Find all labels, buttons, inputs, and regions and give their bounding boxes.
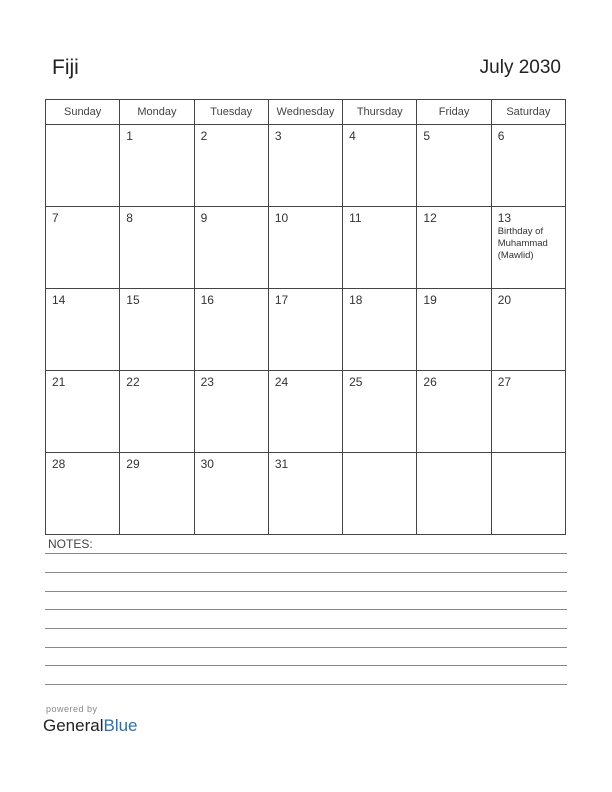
day-cell	[491, 207, 565, 289]
note-line	[45, 628, 567, 629]
day-cell	[268, 289, 342, 371]
day-number: 1	[126, 129, 133, 143]
note-line	[45, 684, 567, 685]
day-cell	[120, 125, 194, 207]
day-number: 22	[126, 375, 140, 389]
day-cell	[268, 207, 342, 289]
day-number: 28	[52, 457, 66, 471]
day-number: 21	[52, 375, 66, 389]
day-cell	[343, 453, 417, 535]
day-cell	[46, 371, 120, 453]
day-cell	[194, 453, 268, 535]
week-row	[46, 125, 566, 207]
day-cell	[120, 453, 194, 535]
day-number: 4	[349, 129, 356, 143]
day-number: 17	[274, 293, 289, 307]
day-number: 11	[349, 211, 362, 225]
day-cell	[194, 371, 268, 453]
day-number: 5	[423, 129, 431, 143]
day-number: 9	[200, 211, 208, 225]
day-number: 26	[423, 375, 437, 389]
weekday-monday: Monday	[120, 100, 194, 125]
day-number: 29	[126, 457, 140, 471]
day-cell	[194, 125, 268, 207]
week-row	[46, 207, 566, 289]
note-line	[45, 591, 567, 592]
weekday-header-row	[46, 100, 566, 125]
powered-by-text: powered by	[46, 704, 98, 714]
day-number: 31	[274, 457, 289, 471]
day-cell	[343, 207, 417, 289]
day-number: 19	[423, 293, 437, 307]
day-number: 18	[349, 293, 363, 307]
week-row	[46, 453, 566, 535]
weekday-saturday: Saturday	[491, 100, 565, 125]
day-number: 6	[497, 129, 505, 143]
day-cell	[417, 125, 491, 207]
day-cell	[417, 371, 491, 453]
note-line	[45, 553, 567, 554]
day-number: 7	[52, 211, 59, 225]
calendar-grid	[45, 99, 566, 535]
note-line	[45, 572, 567, 573]
month-year-title: July 2030	[479, 57, 561, 78]
day-cell	[491, 371, 565, 453]
day-cell	[417, 289, 491, 371]
day-number: 27	[497, 375, 512, 389]
day-number: 10	[274, 211, 289, 225]
day-number: 2	[200, 129, 208, 143]
day-number: 24	[274, 375, 289, 389]
brand-general: General	[43, 716, 104, 735]
day-cell	[417, 453, 491, 535]
day-cell	[194, 289, 268, 371]
note-line	[45, 647, 567, 648]
day-cell	[268, 125, 342, 207]
notes-label: NOTES:	[48, 537, 93, 551]
brand-blue: Blue	[103, 716, 138, 735]
day-number: 16	[200, 293, 214, 307]
day-cell	[491, 453, 565, 535]
day-cell	[268, 453, 342, 535]
day-number: 3	[274, 129, 282, 143]
day-cell	[194, 207, 268, 289]
note-line	[45, 609, 567, 610]
day-cell	[46, 289, 120, 371]
day-number: 14	[52, 293, 66, 307]
weekday-thursday: Thursday	[343, 100, 417, 125]
week-row	[46, 371, 566, 453]
weekday-sunday: Sunday	[46, 100, 120, 125]
day-number: 13	[497, 211, 512, 225]
day-number: 30	[200, 457, 214, 471]
day-number: 25	[349, 375, 363, 389]
weekday-friday: Friday	[417, 100, 491, 125]
day-cell	[268, 371, 342, 453]
brand-logo	[43, 716, 138, 736]
day-cell	[46, 207, 120, 289]
day-cell	[120, 207, 194, 289]
day-number: 8	[126, 211, 133, 225]
day-cell	[343, 289, 417, 371]
day-cell	[120, 289, 194, 371]
week-row	[46, 289, 566, 371]
day-cell	[343, 371, 417, 453]
country-title: Fiji	[52, 56, 79, 79]
holiday-event: Birthday of Muhammad (Mawlid)	[497, 226, 548, 261]
weekday-wednesday: Wednesday	[268, 100, 342, 125]
day-cell	[46, 453, 120, 535]
weekday-tuesday: Tuesday	[194, 100, 268, 125]
note-line	[45, 665, 567, 666]
day-number: 12	[423, 211, 437, 225]
day-cell	[491, 125, 565, 207]
day-cell	[46, 125, 120, 207]
day-cell	[491, 289, 565, 371]
day-cell	[120, 371, 194, 453]
day-cell	[343, 125, 417, 207]
day-cell	[417, 207, 491, 289]
day-number: 23	[200, 375, 214, 389]
day-number: 20	[497, 293, 512, 307]
day-number: 15	[126, 293, 140, 307]
